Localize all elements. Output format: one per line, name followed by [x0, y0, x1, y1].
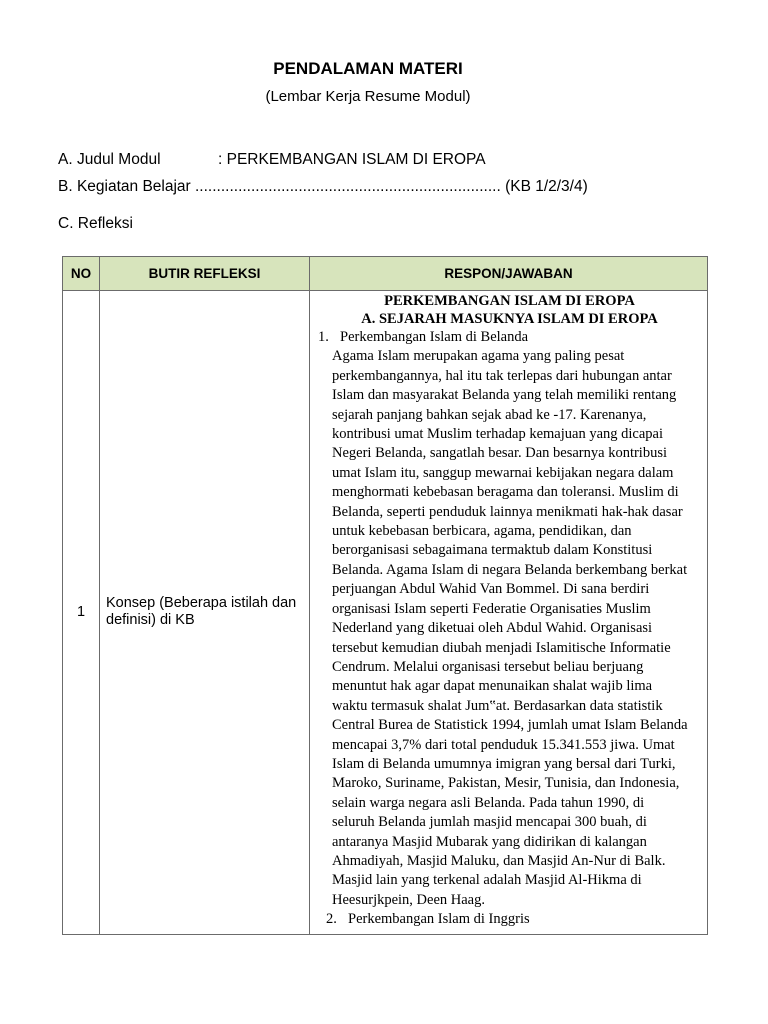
refleksi-label: C. Refleksi: [58, 215, 133, 232]
respon-item-1-line: berorganisasi sebagaimana termaktub dalam Konstitusi: [332, 542, 653, 559]
respon-item-1-line: Islam di Belanda umumnya imigran yang bersal dari Turki,: [332, 755, 676, 772]
table-header-row: [63, 257, 708, 291]
respon-item-1-line: mencapai 3,7% dari total penduduk 15.341.553 jiwa. Umat: [332, 736, 675, 753]
respon-item-1-line: seluruh Belanda jumlah masjid mencapai 300 buah, di: [332, 814, 647, 831]
respon-item-1-line: organisasi Islam seperti Federatie Organisaties Muslim: [332, 600, 651, 617]
respon-item-1-line: Heesurjkpein, Deen Haag.: [332, 891, 485, 908]
respon-item-1-line: menuntut hak agar dapat menunaikan shalat wajib lima: [332, 678, 653, 695]
reflection-table: [62, 256, 708, 935]
respon-item-1-line: kontribusi umat Muslim terhadap kemajuan yang dicapai: [332, 426, 664, 443]
respon-item-1-line: Negeri Belanda, sangatlah besar. Dan besarnya kontribusi: [332, 445, 668, 462]
respon-item-1-line: waktu termasuk shalat Jum‟at. Berdasarkan data statistik: [332, 697, 663, 714]
respon-item-1-line: untuk kebebasan berbicara, agama, pendidikan, dan: [332, 523, 632, 540]
respon-item-1-line: Belanda. Agama Islam di negara Belanda berkembang berkat: [332, 561, 688, 578]
respon-item-1-line: Agama Islam merupakan agama yang paling pesat: [332, 348, 625, 365]
respon-item-1-line: Masjid lain yang terkenal adalah Masjid Al-Hikma di: [332, 872, 642, 889]
judul-modul-label: A. Judul Modul: [58, 151, 161, 168]
judul-modul-value: : PERKEMBANGAN ISLAM DI EROPA: [218, 151, 486, 168]
row-respon: [310, 291, 708, 935]
header-respon-jawaban: RESPON/JAWABAN: [310, 257, 708, 291]
respon-heading-section: A. SEJARAH MASUKNYA ISLAM DI EROPA: [361, 311, 658, 327]
page-title: PENDALAMAN MATERI: [273, 59, 463, 78]
respon-item-1-line: Belanda, seperti penduduk lainnya menikmati hak-hak dasar: [332, 503, 683, 520]
respon-item-1-line: selain warga negara asli Belanda. Pada tahun 1990, di: [332, 794, 645, 811]
respon-item-1-line: tersebut kemudian diubah menjadi Islamitische Informatie: [332, 639, 671, 656]
respon-item-1-line: Nederland yang diketuai oleh Abdul Wahid. Organisasi: [332, 620, 653, 637]
row-number: 1: [63, 291, 100, 935]
table-row: [63, 291, 708, 935]
page-subtitle: (Lembar Kerja Resume Modul): [265, 88, 471, 105]
respon-item-1-line: Cendrum. Melalui organisasi tersebut beliau berjuang: [332, 658, 644, 675]
respon-item-1-line: sejarah panjang bahkan sejak abad ke -17. Karenanya,: [332, 406, 647, 423]
respon-item-1-line: umat Islam itu, sanggup mewarnai kebijakan negara dalam: [332, 464, 674, 481]
respon-item-1-body: [318, 347, 701, 910]
respon-item-1-line: menghormati kebebasan beragama dan toleransi. Muslim di: [332, 484, 679, 501]
judul-modul-line: [58, 151, 486, 169]
respon-item-1-line: Maroko, Suriname, Pakistan, Mesir, Tunisia, dan Indonesia,: [332, 775, 680, 792]
respon-item-2-title: [318, 910, 701, 929]
respon-item-1-number: 1.: [318, 329, 329, 345]
respon-heading-main: PERKEMBANGAN ISLAM DI EROPA: [384, 293, 635, 309]
header-butir-refleksi: BUTIR REFLEKSI: [100, 257, 310, 291]
respon-item-1-line: perkembangannya, hal itu tak terlepas dari hubungan antar: [332, 367, 672, 384]
respon-item-1-title: [318, 328, 701, 347]
respon-item-1-line: Ahmadiyah, Masjid Maluku, dan Masjid An-Nur di Balk.: [332, 852, 666, 869]
kegiatan-belajar-line: B. Kegiatan Belajar ....................................................................... (KB 1/2/3/4): [58, 178, 588, 195]
respon-item-1-line: Central Burea de Statistick 1994, jumlah umat Islam Belanda: [332, 717, 688, 734]
header-no: NO: [63, 257, 100, 291]
row-butir: Konsep (Beberapa istilah dan definisi) di KB: [100, 291, 310, 935]
respon-item-1-line: antaranya Masjid Mubarak yang didirikan di kalangan: [332, 833, 647, 850]
respon-item-1-line: perjuangan Abdul Wahid Van Bommel. Di sana berdiri: [332, 581, 650, 598]
respon-item-1-line: Islam dan masyarakat Belanda yang telah memiliki rentang: [332, 387, 677, 404]
respon-item-1-label: Perkembangan Islam di Belanda: [340, 329, 529, 345]
respon-item-2-number: 2.: [326, 911, 337, 928]
respon-item-2-label: Perkembangan Islam di Inggris: [348, 911, 530, 928]
